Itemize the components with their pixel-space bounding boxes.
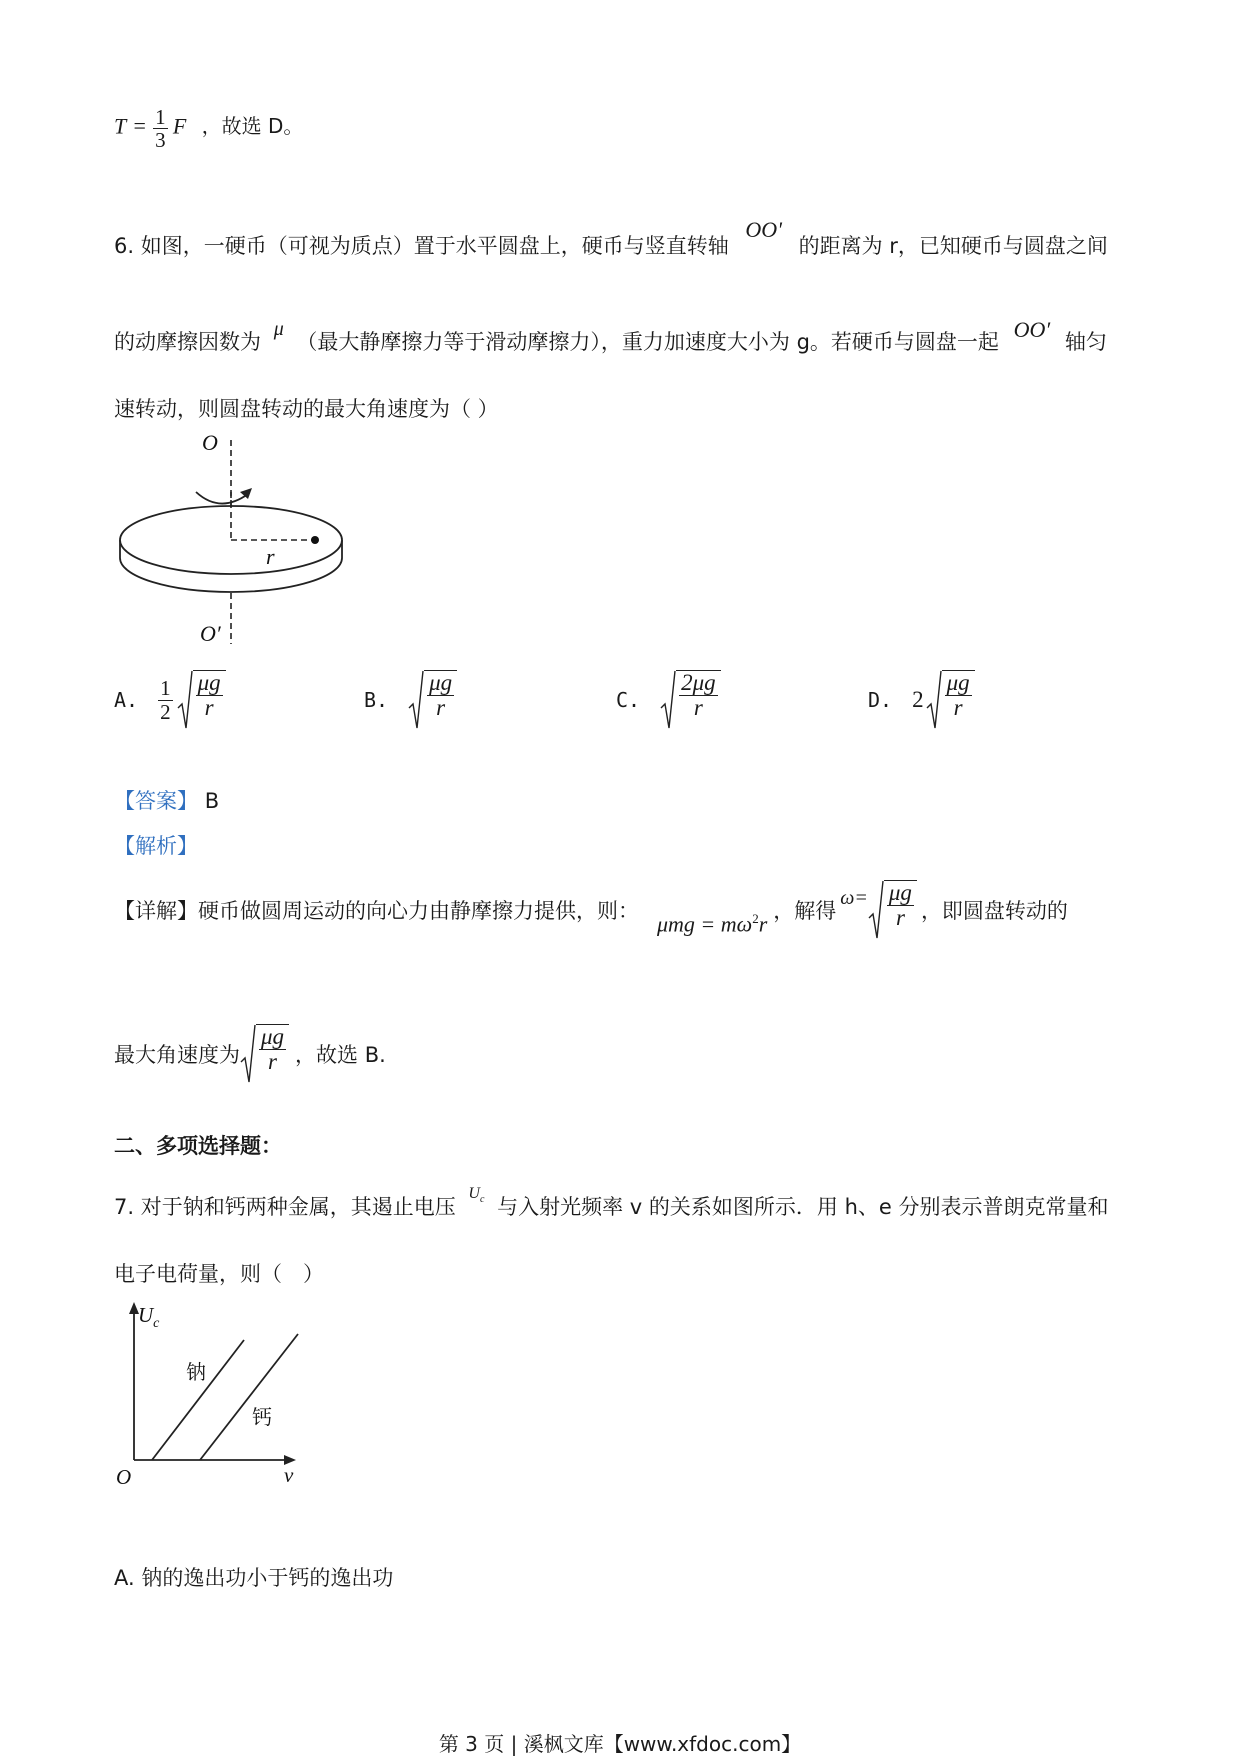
var-f: F [172, 113, 187, 139]
detail-line1 [114, 880, 1068, 940]
q7-line2: 电子电荷量，则（ ） [114, 1262, 324, 1286]
option-d-coef: 2 [912, 687, 924, 712]
detail-line2 [114, 1024, 386, 1084]
answer-tag: 【答案】 [114, 789, 198, 813]
prev-answer-line [114, 106, 303, 151]
option-a-coef-num: 1 [160, 676, 171, 701]
fraction-numerator: 1 [155, 105, 166, 129]
detail-text-c: ，即圆盘转动的 [920, 899, 1068, 923]
q6-line3: 速转动，则圆盘转动的最大角速度为（ ） [114, 397, 499, 421]
page-footer: 第 3 页 | 溪枫文库【www.xfdoc.com】 [438, 1732, 802, 1756]
origin-label: O [116, 1465, 132, 1488]
solution-sqrt [868, 880, 917, 940]
analysis-tag: 【解析】 [114, 834, 198, 858]
equation-force [657, 911, 767, 937]
option-b-rad-den: r [436, 695, 446, 721]
uc-symbol [468, 1185, 485, 1206]
radical-sign [868, 880, 884, 940]
q7-text-1a: 对于钠和钙两种金属，其遏止电压 [140, 1195, 456, 1219]
q6-text-2c: 轴匀 [1064, 330, 1107, 354]
detail-text-e: ，故选 B. [295, 1043, 386, 1067]
label-o-top: O [202, 432, 218, 455]
option-a-label: A. [114, 688, 139, 712]
option-b-rad-num: μg [429, 670, 453, 695]
option-a-rad-num: μg [197, 670, 221, 695]
y-axis-label-main: U [138, 1303, 154, 1327]
detail-text-b: ，解得 [773, 899, 837, 923]
option-c[interactable] [616, 670, 721, 730]
q6-text-1b: 的距离为 r，已知硬币与圆盘之间 [798, 234, 1108, 258]
y-axis-label [138, 1303, 160, 1331]
equation-force-tail: r [758, 911, 768, 937]
calcium-line [200, 1334, 298, 1460]
equation-force-sup: 2 [752, 910, 759, 926]
solution-den: r [895, 905, 905, 931]
label-o-bottom: O′ [200, 621, 221, 646]
q6-line1 [114, 217, 1108, 260]
answer-line [114, 785, 219, 815]
option-a-sqrt [177, 670, 226, 730]
q6-text-1a: 如图，一硬币（可视为质点）置于水平圆盘上，硬币与竖直转轴 [140, 234, 729, 258]
option-d-rad-num: μg [946, 670, 970, 695]
prev-answer-tail: ，故选 D。 [201, 114, 304, 139]
solution-num: μg [888, 880, 912, 905]
radical-sign [660, 670, 676, 730]
calcium-label: 钙 [252, 1405, 272, 1429]
option-b[interactable] [364, 670, 457, 730]
q7-number: 7. [114, 1195, 135, 1219]
detail-text-d: 最大角速度为 [114, 1043, 240, 1067]
conclusion-den: r [268, 1049, 277, 1075]
fraction-denominator: 3 [155, 128, 166, 153]
option-a-coef-den: 2 [160, 699, 171, 724]
option-c-label: C. [616, 688, 641, 712]
axis-oo-prime: OO' [745, 217, 782, 242]
y-axis-label-sub: c [153, 1316, 160, 1331]
option-d-rad-den: r [953, 695, 963, 721]
option-b-sqrt [408, 670, 457, 730]
option-a-coef [158, 677, 173, 722]
radical-sign [408, 670, 424, 730]
conclusion-num: μg [261, 1024, 285, 1049]
coin-dot [311, 536, 319, 544]
sodium-label: 钠 [186, 1360, 206, 1384]
conclusion-sqrt [240, 1024, 289, 1084]
q7-option-a[interactable]: A. 钠的逸出功小于钙的逸出功 [114, 1566, 394, 1590]
label-r: r [266, 544, 275, 569]
detail-tag: 【详解】 [114, 899, 198, 923]
radical-sign [240, 1024, 256, 1084]
option-d[interactable] [868, 670, 975, 730]
axis-oo-prime-2: OO′ [1013, 317, 1051, 342]
rotating-disk-figure [110, 432, 350, 652]
q7-text-1b: 与入射光频率 v 的关系如图所示．用 h、e 分别表示普朗克常量和 [497, 1195, 1109, 1219]
q6-text-2a: 的动摩擦因数为 [114, 330, 261, 354]
section-title: 二、多项选择题： [114, 1134, 282, 1158]
mu-symbol: μ [273, 318, 284, 340]
fraction-one-third [153, 106, 168, 151]
uc-sub: c [479, 1194, 485, 1206]
option-c-rad-num: 2μg [681, 670, 716, 695]
var-t: T [114, 113, 127, 139]
option-a[interactable] [114, 670, 226, 730]
q7-line1 [114, 1185, 1109, 1221]
radical-sign [926, 670, 942, 730]
x-axis-label: v [284, 1463, 294, 1487]
option-c-sqrt [660, 670, 721, 730]
uc-main: U [468, 1185, 480, 1202]
q6-number: 6. [114, 234, 135, 258]
equals-sign: = [133, 113, 146, 139]
equation-force-main: μmg = mω [657, 911, 753, 937]
option-b-label: B. [364, 688, 389, 712]
detail-text-a: 硬币做圆周运动的向心力由静摩擦力提供，则： [198, 899, 639, 923]
option-d-label: D. [868, 688, 893, 712]
q6-text-2b: （最大静摩擦力等于滑动摩擦力），重力加速度大小为 g。若硬币与圆盘一起 [296, 330, 999, 354]
radical-sign [177, 670, 193, 730]
option-c-rad-den: r [693, 695, 703, 721]
answer-value: B [204, 789, 220, 813]
omega-symbol: ω= [840, 886, 868, 909]
option-d-sqrt [926, 670, 975, 730]
sodium-line [152, 1340, 244, 1460]
q6-line2 [114, 317, 1107, 356]
rotation-arrow [196, 492, 248, 504]
stopping-voltage-graph [108, 1298, 308, 1488]
option-a-rad-den: r [204, 695, 214, 721]
